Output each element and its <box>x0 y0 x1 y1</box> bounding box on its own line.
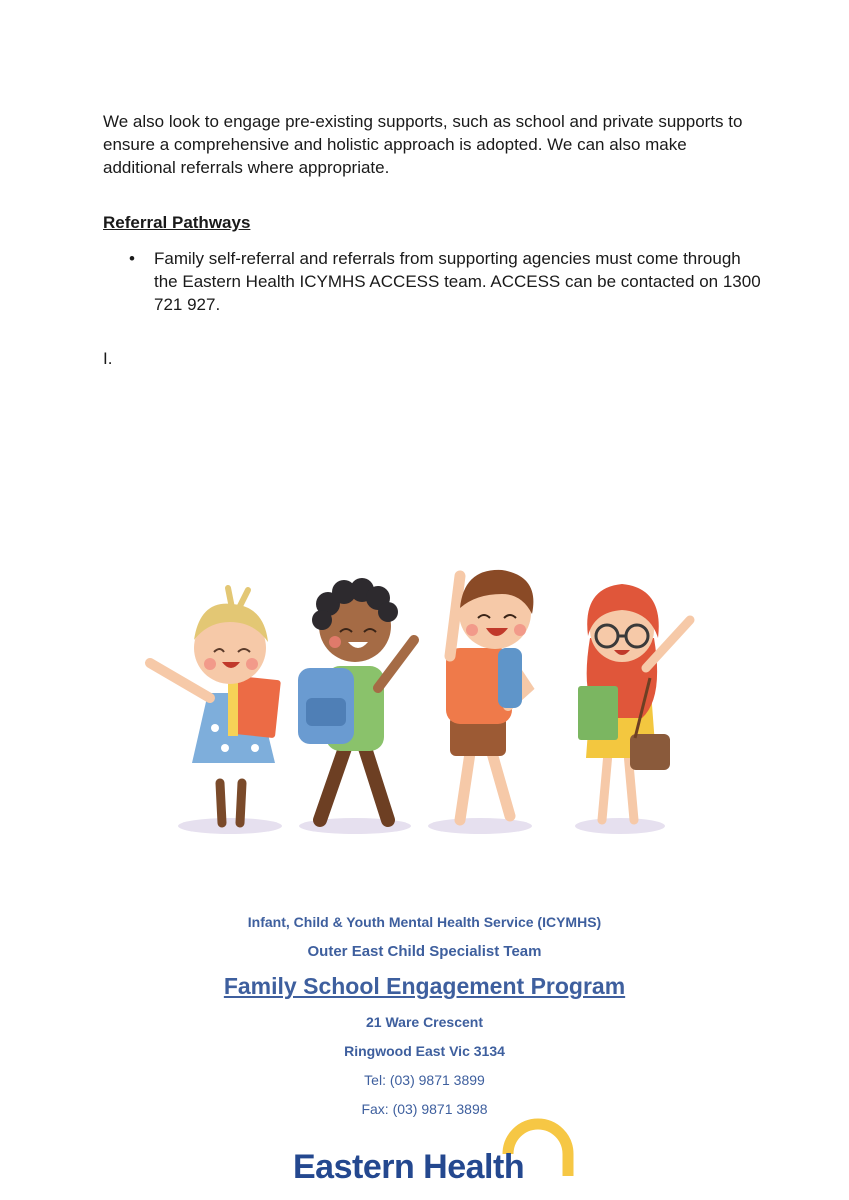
list-item <box>103 247 763 316</box>
cartoon-children-icon <box>130 548 710 848</box>
telephone: Tel: (03) 9871 3899 <box>364 1072 485 1088</box>
service-name: Infant, Child & Youth Mental Health Service (ICYMHS) <box>247 914 602 930</box>
child-girl-blonde <box>150 588 281 823</box>
referral-list <box>103 247 763 316</box>
child-girl-glasses <box>578 584 690 820</box>
referral-item-text: Family self-referral and referrals from supporting agencies must come through the Eastern Health ICYMHS ACCESS team. ACCESS can be contacted on 1300 721 927. <box>154 249 761 314</box>
street-address: 21 Ware Crescent <box>366 1014 483 1030</box>
bullet-icon: • <box>129 249 135 268</box>
fax: Fax: (03) 9871 3898 <box>361 1101 488 1117</box>
child-boy-arm-raised <box>446 570 533 820</box>
referral-pathways-heading: Referral Pathways <box>103 213 251 232</box>
team-name: Outer East Child Specialist Team <box>307 943 542 960</box>
stray-text: I. <box>103 349 113 368</box>
intro-paragraph: We also look to engage pre-existing supports, such as school and private supports to ensure a comprehensive and holistic approach is adopted. We can also make additional referrals where appropriate. <box>103 112 743 177</box>
logo-text: Eastern Health <box>293 1148 525 1186</box>
child-boy-curly <box>298 578 414 820</box>
program-title: Family School Engagement Program <box>223 973 626 999</box>
eastern-health-logo <box>290 1118 590 1190</box>
suburb-address: Ringwood East Vic 3134 <box>344 1043 505 1059</box>
